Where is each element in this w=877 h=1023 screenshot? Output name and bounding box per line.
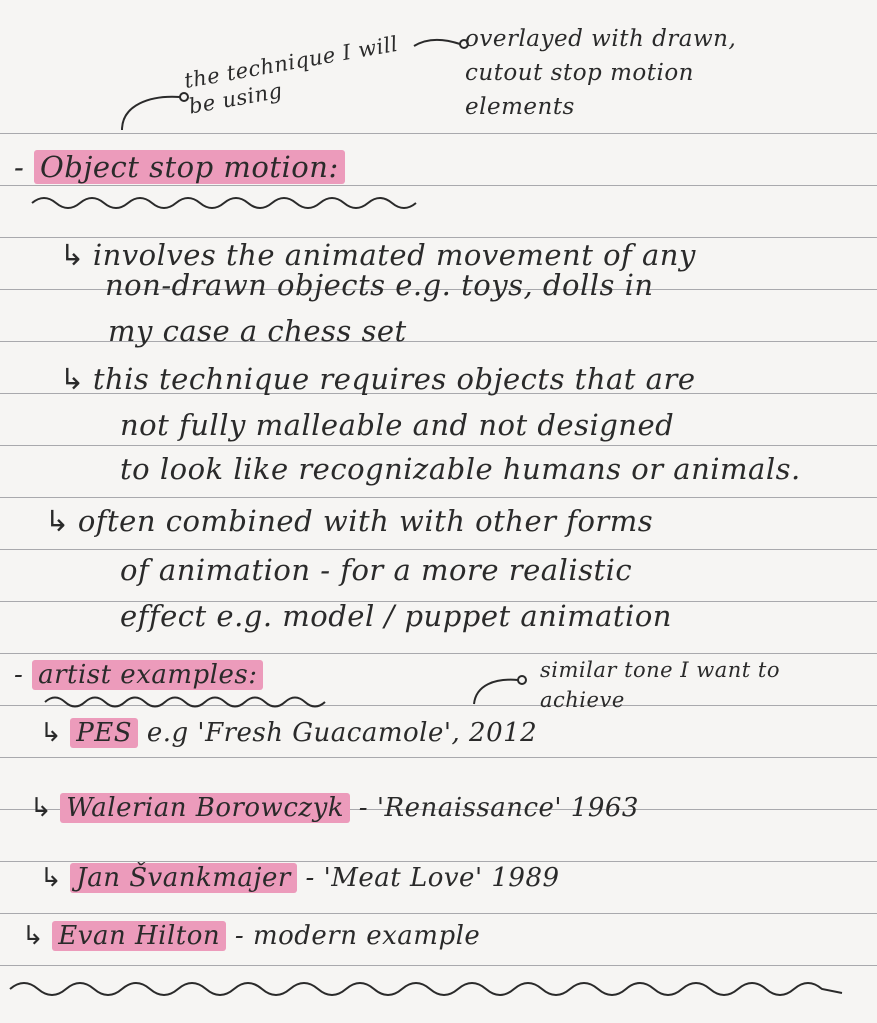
hooked-arrow-icon: ↳ [30, 793, 53, 823]
right-arrow-icon [412, 34, 472, 54]
hooked-arrow-icon: ↳ [45, 504, 70, 538]
body-line-1: ↳ involves the animated movement of any [60, 238, 696, 272]
example-row [40, 718, 537, 748]
hooked-arrow-icon: ↳ [40, 863, 63, 893]
underline-squiggle [32, 193, 432, 215]
section-heading-object-stop-motion: - Object stop motion: [14, 150, 345, 184]
artist-work: e.g 'Fresh Guacamole', 2012 [146, 718, 538, 748]
curved-arrow-icon [110, 85, 200, 135]
hooked-arrow-icon: ↳ [40, 718, 63, 748]
body-line-9: effect e.g. model / puppet animation [120, 599, 672, 633]
annotation-overlayed: overlayed with drawn, cutout stop motion elements [465, 26, 737, 120]
body-line-6: to look like recognizable humans or animals. [120, 452, 801, 486]
body-line-4: ↳ this technique requires objects that are [60, 362, 696, 396]
heading-highlight: Object stop motion: [34, 150, 345, 184]
artist-name: Walerian Borowczyk [60, 793, 350, 823]
example-row [40, 863, 560, 893]
artist-name: Evan Hilton [52, 921, 226, 951]
hooked-arrow-icon: ↳ [60, 238, 85, 272]
underline-squiggle [45, 692, 345, 712]
body-line-5: not fully malleable and not designed [120, 408, 675, 442]
body-line-2: non-drawn objects e.g. toys, dolls in [105, 268, 654, 302]
body-line-3: my case a chess set [108, 314, 407, 348]
curved-arrow-icon [470, 670, 540, 710]
section-heading-artist-examples: - artist examples: [14, 660, 263, 690]
artist-work: - 'Renaissance' 1963 [358, 793, 639, 823]
artist-work: - modern example [234, 921, 481, 951]
annotation-technique: the technique I will be using [182, 31, 400, 119]
example-row [22, 921, 480, 951]
body-line-7: ↳ often combined with with other forms [45, 504, 654, 538]
hooked-arrow-icon: ↳ [60, 362, 85, 396]
artist-name: Jan Švankmajer [70, 863, 296, 893]
example-row [30, 793, 639, 823]
hooked-arrow-icon: ↳ [22, 921, 45, 951]
artist-name: PES [70, 718, 138, 748]
heading-highlight: artist examples: [32, 660, 263, 690]
body-line-8: of animation - for a more realistic [120, 553, 633, 587]
artist-work: - 'Meat Love' 1989 [305, 863, 560, 893]
annotation-similar-tone: similar tone I want to achieve [540, 658, 780, 712]
bottom-squiggle [10, 975, 860, 1005]
